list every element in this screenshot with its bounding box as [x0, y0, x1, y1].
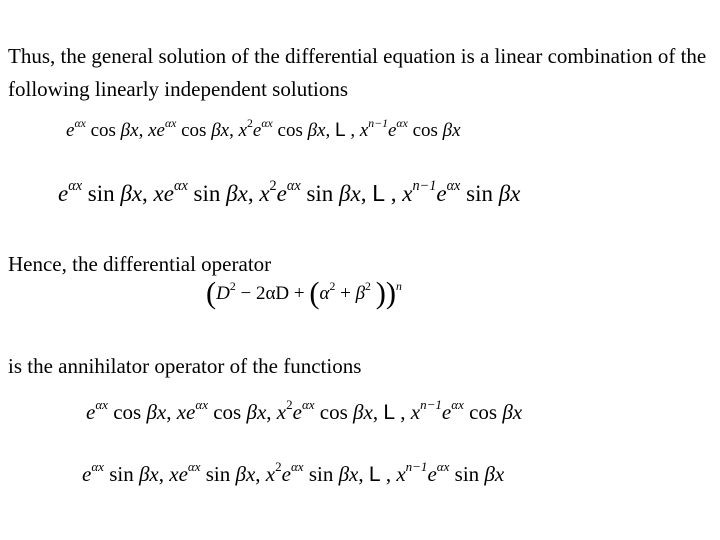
functions-sin-row: $e^{\alpha x}$ sin βx, $xe^{\alpha x}$ sin βx, $x^2e^{\alpha x}$ sin βx, L , $x^{n-1}e^{\alpha x}$ sin βx [82, 459, 505, 486]
ellipsis-symbol: L [372, 180, 385, 206]
ellipsis-symbol: L [335, 120, 346, 141]
hence-text: Hence, the differential operator [8, 252, 272, 276]
solutions-sin-row: $e^{\alpha x}$ sin βx, $xe^{\alpha x}$ sin βx, $x^2e^{\alpha x}$ sin βx, L , $x^{n-1}e^{\alpha x}$ sin βx [58, 178, 521, 206]
intro-text: Thus, the general solution of the differential equation is a linear combination of the following linearly independent solutions [8, 44, 707, 101]
differential-operator: ($D^2 - 2\alpha D + (\alpha^2 + \beta^2$ ))$^n$ [206, 275, 402, 310]
ellipsis-symbol: L [368, 463, 381, 486]
solutions-cos-row: $e^{\alpha x}$ cos βx, $xe^{\alpha x}$ cos βx, $x^2e^{\alpha x}$ cos βx, L , $x^{n-1}e^{\alpha x}$ cos βx [66, 116, 461, 141]
annihilator-text: is the annihilator operator of the functions [8, 354, 362, 378]
ellipsis-symbol: L [383, 401, 396, 424]
functions-cos-row: $e^{\alpha x}$ cos βx, $xe^{\alpha x}$ cos βx, $x^2e^{\alpha x}$ cos βx, L , $x^{n-1}e^{\alpha x}$ cos βx [86, 397, 523, 424]
